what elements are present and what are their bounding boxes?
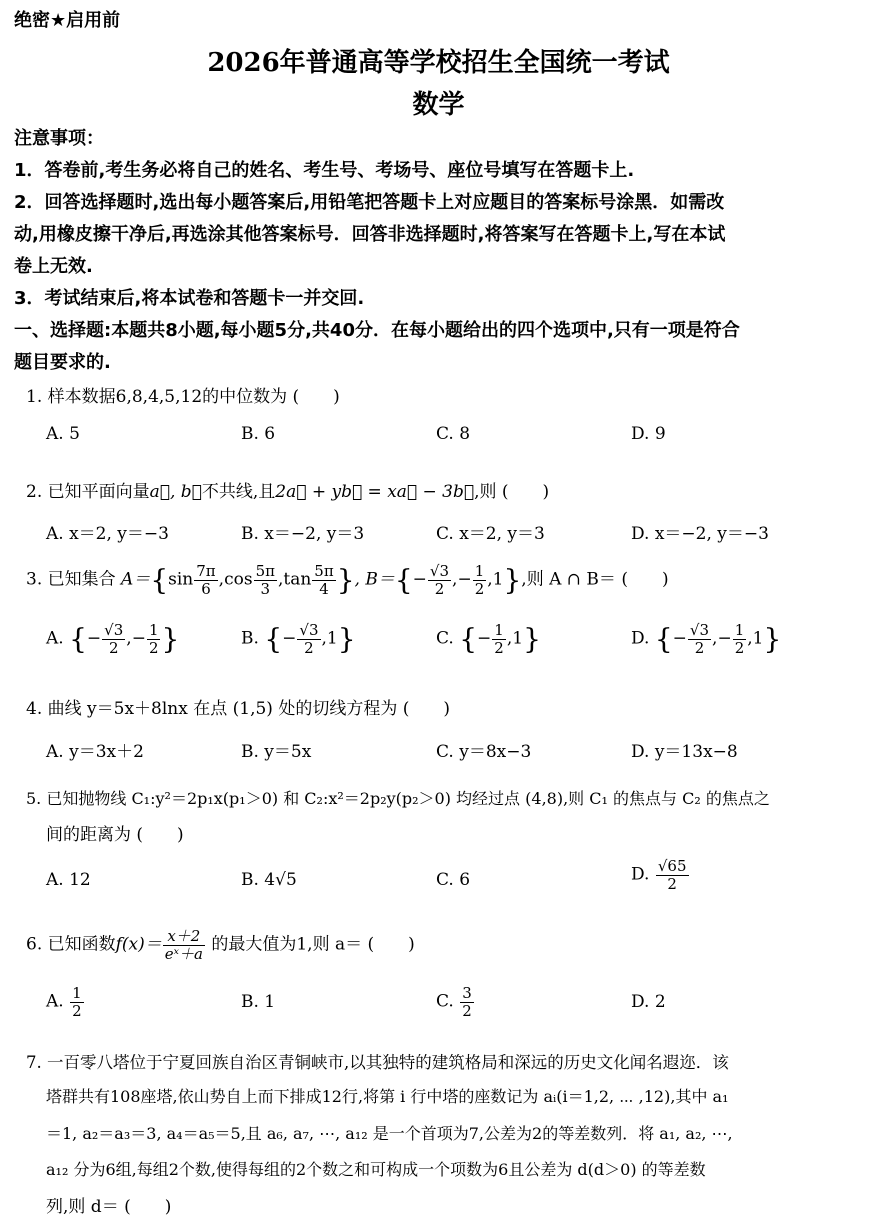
question-4-stem: 4. 曲线 y＝5x＋8lnx 在点 (1,5) 处的切线方程为 ( ) (26, 699, 451, 719)
question-5-option-b: B. 4√5 (241, 870, 297, 890)
cos-fraction: $\frac{5\pi}{3}$ (255, 562, 275, 598)
question-3-option-a: A. {− $\frac{√3}{2}$ ,− $\frac{1}{2}$ } (46, 621, 180, 657)
notice-item-1: 1．答卷前,考生务必将自己的姓名、考生号、考场号、座位号填写在答题卡上. (14, 160, 635, 181)
section-1-heading-line-1: 一、选择题:本题共8小题,每小题5分,共40分．在每小题给出的四个选项中,只有一项是符合 (14, 320, 740, 341)
question-5-option-d: D. $\frac{√65}{2}$ (631, 857, 687, 893)
question-7-line-1: 7. 一百零八塔位于宁夏回族自治区青铜峡市,以其独特的建筑格局和深远的历史文化闻名遐迩．该 (26, 1053, 729, 1072)
question-6-option-d: D. 2 (631, 992, 666, 1012)
question-3-stem: 3. 已知集合 A＝{sin $\frac{7\pi}{6}$ ,cos $\frac{5\pi}{3}$ ,tan $\frac{5\pi}{4}$ }, B＝{− $\frac{√3}{2}$ ,− $\frac{1}{2}$ ,1},则 A ∩ B＝ ( ) (26, 562, 669, 598)
question-5-option-c: C. 6 (436, 870, 471, 890)
question-5-stem-line-2: 间的距离为 ( ) (46, 825, 184, 845)
set-b-name: , B＝ (354, 569, 395, 590)
question-3-prefix: 3. 已知集合 (26, 569, 116, 590)
exam-title: 2026年普通高等学校招生全国统一考试 (207, 48, 670, 78)
question-7-line-3: ＝1, a₂＝a₃＝3, a₄＝a₅＝5,且 a₆, a₇, ⋯, a₁₂ 是一个首项为7,公差为2的等差数列．将 a₁, a₂, ⋯, (46, 1124, 733, 1143)
question-1-option-a: A. 5 (46, 424, 80, 444)
question-6-fraction: $\frac{x+2}{\text{eˣ＋a}}$ (164, 927, 203, 963)
tan-fraction: $\frac{5\pi}{4}$ (314, 562, 334, 598)
question-2-option-a: A. x＝2, y＝−3 (46, 524, 169, 544)
question-2-prefix: 2. 已知平面向量 (26, 482, 150, 502)
question-7-line-5: 列,则 d＝ ( ) (46, 1197, 172, 1217)
question-7-line-4: a₁₂ 分为6组,每组2个数,使得每组的2个数之和可构成一个项数为6且公差为 d(d＞0) 的等差数 (46, 1160, 706, 1179)
neg-half: $\frac{1}{2}$ (474, 562, 485, 598)
question-6-option-b: B. 1 (241, 992, 276, 1012)
cos-label: cos (224, 569, 253, 590)
question-2-option-c: C. x＝2, y＝3 (436, 524, 545, 544)
question-4-option-c: C. y＝8x−3 (436, 742, 532, 762)
subject-title: 数学 (412, 90, 465, 120)
question-2-option-b: B. x＝−2, y＝3 (241, 524, 365, 544)
question-3-option-c: C. {− $\frac{1}{2}$ ,1} (436, 621, 541, 657)
question-3-suffix: ,则 A ∩ B＝ ( ) (521, 569, 669, 590)
section-1-heading-line-2: 题目要求的. (14, 352, 111, 373)
question-6-prefix: 6. 已知函数 (26, 934, 116, 955)
question-4-option-b: B. y＝5x (241, 742, 312, 762)
left-brace-icon: { (394, 563, 413, 597)
question-3-option-b: B. {− $\frac{√3}{2}$ ,1} (241, 621, 356, 657)
question-6-option-c: C. $\frac{3}{2}$ (436, 984, 472, 1020)
sin-label: sin (168, 569, 194, 590)
notice-item-3: 3．考试结束后,将本试卷和答题卡一并交回. (14, 288, 365, 309)
tan-label: tan (283, 569, 312, 590)
question-6-option-a: A. $\frac{1}{2}$ (46, 984, 82, 1020)
question-1-stem: 1. 样本数据6,8,4,5,12的中位数为 ( ) (26, 387, 340, 407)
set-a-name: A＝ (121, 569, 151, 590)
question-5-stem-line-1: 5. 已知抛物线 C₁:y²＝2p₁x(p₁＞0) 和 C₂:x²＝2p₂y(p₂＞0) 均经过点 (4,8),则 C₁ 的焦点与 C₂ 的焦点之 (26, 789, 770, 808)
notice-item-2-line-3: 卷上无效. (14, 256, 93, 277)
question-2-suffix: ,则 ( ) (474, 482, 550, 502)
question-2-option-d: D. x＝−2, y＝−3 (631, 524, 769, 544)
question-4-option-a: A. y＝3x＋2 (46, 742, 144, 762)
notice-item-2-line-1: 2．回答选择题时,选出每小题答案后,用铅笔把答题卡上对应题目的答案标号涂黑．如需改 (14, 192, 725, 213)
question-2-equation: 2a⃗ + yb⃗ = xa⃗ − 3b⃗ (275, 482, 475, 502)
question-7-line-2: 塔群共有108座塔,依山势自上而下排成12行,将第 i 行中塔的座数记为 aᵢ(i＝1,2, ⋯ ,12),其中 a₁ (46, 1087, 729, 1106)
question-2-stem (26, 477, 549, 502)
neg-sqrt3-over-2: $\frac{√3}{2}$ (429, 562, 450, 598)
question-4-option-d: D. y＝13x−8 (631, 742, 738, 762)
right-brace-icon: } (336, 563, 355, 597)
question-6-stem (26, 928, 415, 962)
question-5-option-a: A. 12 (46, 870, 91, 890)
sin-fraction: $\frac{7\pi}{6}$ (196, 562, 216, 598)
right-brace-icon: } (503, 563, 522, 597)
question-6-suffix: 的最大值为1,则 a＝ ( ) (211, 934, 415, 955)
notice-item-2-line-2: 动,用橡皮擦干净后,再选涂其他答案标号．回答非选择题时,将答案写在答题卡上,写在本试 (14, 224, 726, 245)
question-1-option-c: C. 8 (436, 424, 471, 444)
secret-label: 绝密★启用前 (14, 10, 121, 31)
question-2-vectors: a⃗, b⃗ (149, 482, 202, 502)
question-6-func: f(x)＝ (115, 934, 162, 955)
question-2-mid: 不共线,且 (201, 482, 276, 502)
left-brace-icon: { (150, 563, 169, 597)
question-1-option-b: B. 6 (241, 424, 276, 444)
notice-heading: 注意事项： (14, 128, 104, 149)
question-1-option-d: D. 9 (631, 424, 666, 444)
question-3-option-d: D. {− $\frac{√3}{2}$ ,− $\frac{1}{2}$ ,1} (631, 621, 782, 657)
